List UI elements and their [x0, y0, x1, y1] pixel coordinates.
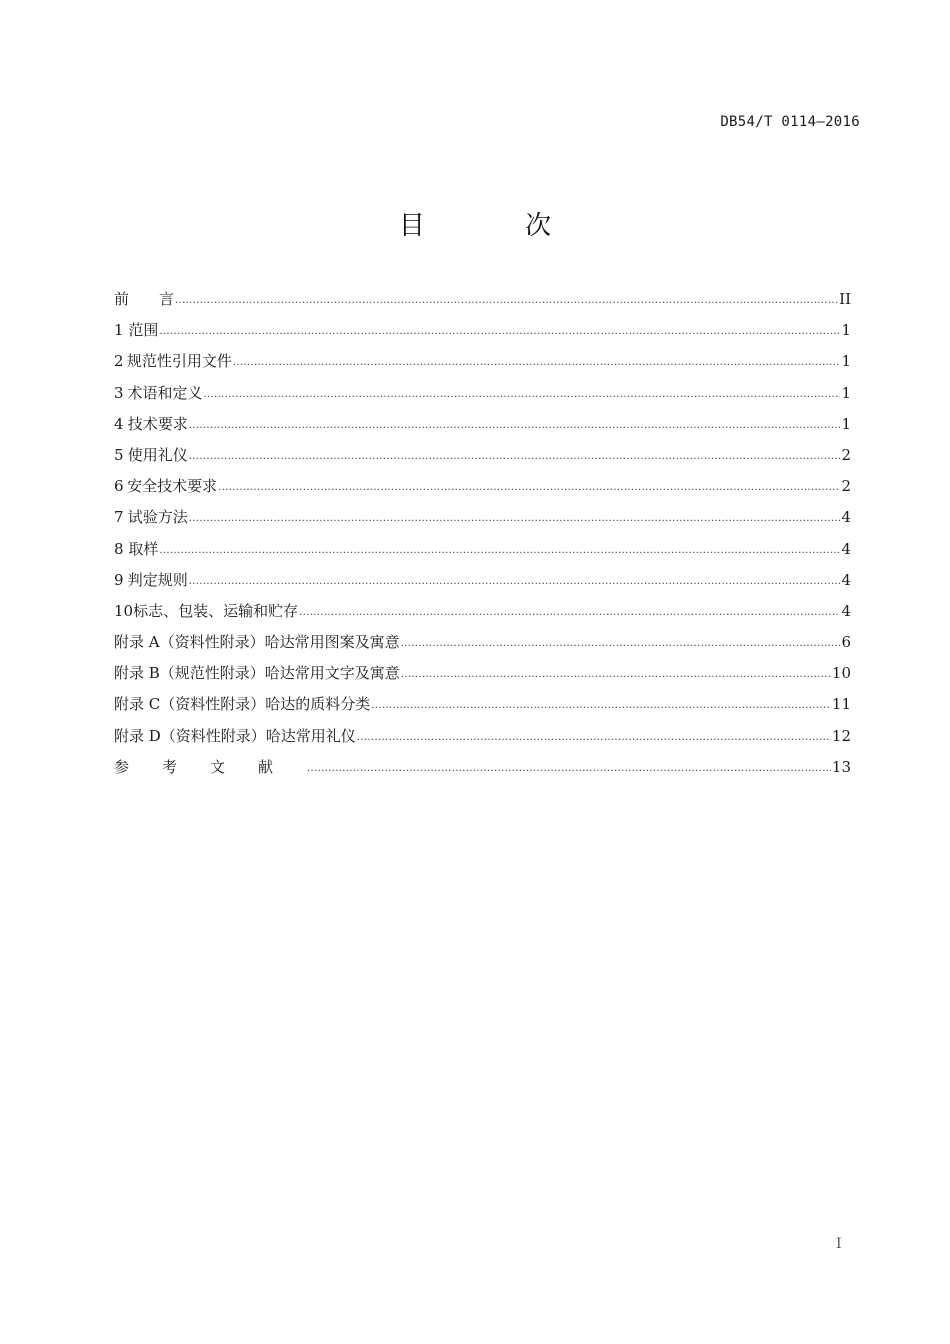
toc-page-number: II: [839, 290, 851, 308]
toc-page-number: 1: [841, 321, 851, 340]
toc-entry-4[interactable]: [114, 409, 851, 440]
toc-dot-leader: [401, 626, 841, 659]
toc-entry-text: 安全技术要求: [127, 477, 218, 496]
toc-page-number: 4: [841, 570, 851, 589]
toc-dot-leader: [159, 314, 840, 347]
toc-dot-leader: [371, 688, 831, 721]
toc-entry-text: 前 言: [114, 290, 175, 308]
toc-entry-number: 5: [114, 445, 124, 464]
toc-entry-text: 规范性引用文件: [126, 352, 232, 371]
toc-appendix-c[interactable]: [114, 689, 851, 720]
toc-appendix-b[interactable]: [114, 658, 851, 689]
toc-page-number: 2: [841, 445, 851, 464]
toc-dot-leader: [401, 657, 831, 690]
toc-page-number: 4: [841, 539, 851, 558]
toc-entry-text: 使用礼仪: [127, 445, 188, 464]
toc-entry-9[interactable]: [114, 565, 851, 596]
toc-entry-8[interactable]: [114, 534, 851, 565]
toc-entry-text: 术语和定义: [127, 383, 203, 402]
toc-entry-text: 判定规则: [127, 570, 188, 589]
toc-entry-text: 参考文献: [114, 757, 307, 776]
toc-entry-text: 标志、包装、运输和贮存: [133, 601, 299, 620]
toc-entry-number: 7: [114, 508, 124, 527]
toc-entry-text: 哈达常用图案及寓意: [264, 633, 400, 652]
toc-entry-10[interactable]: [114, 596, 851, 627]
toc-entry-number: 4: [114, 414, 124, 433]
toc-entry-text: 哈达常用礼仪: [265, 726, 356, 745]
toc-entry-text: 范围: [128, 321, 159, 340]
toc-page-number: 12: [831, 726, 851, 745]
toc-dot-leader: [218, 470, 840, 503]
toc-page-number: 1: [841, 352, 851, 371]
table-of-contents: [114, 284, 851, 783]
toc-page-number: 4: [841, 601, 851, 620]
toc-entry-5[interactable]: [114, 440, 851, 471]
toc-dot-leader: [189, 439, 841, 472]
toc-entry-text: 取样: [128, 539, 159, 558]
toc-page-number: 1: [841, 383, 851, 402]
toc-dot-leader: [357, 720, 831, 753]
toc-dot-leader: [307, 751, 831, 784]
page-number: I: [836, 1236, 842, 1252]
toc-entry-number: 8: [114, 539, 124, 558]
toc-entry-number: 2: [114, 352, 124, 371]
toc-appendix-label: 附录 C（资料性附录）: [114, 695, 266, 714]
toc-entry-number: 1: [114, 321, 124, 340]
toc-appendix-label: 附录 D（资料性附录）: [114, 726, 266, 745]
toc-appendix-label: 附录 B（规范性附录）: [114, 664, 265, 683]
toc-entry-number: 6: [114, 477, 124, 496]
toc-appendix-a[interactable]: [114, 627, 851, 658]
toc-page-number: 6: [841, 633, 851, 652]
toc-dot-leader: [175, 283, 838, 316]
toc-appendix-label: 附录 A（资料性附录）: [114, 633, 265, 652]
toc-entry-text: 哈达的质料分类: [265, 695, 371, 714]
toc-page-number: 4: [841, 508, 851, 527]
toc-entry-2[interactable]: [114, 346, 851, 377]
document-code: DB54/T 0114—2016: [720, 114, 860, 130]
toc-entry-foreword[interactable]: [114, 284, 851, 315]
toc-page-number: 10: [831, 664, 851, 683]
toc-dot-leader: [159, 533, 840, 566]
toc-entry-text: 哈达常用文字及寓意: [264, 664, 400, 683]
toc-page-number: 11: [831, 695, 851, 714]
toc-entry-number: 9: [114, 570, 124, 589]
toc-entry-7[interactable]: [114, 502, 851, 533]
toc-dot-leader: [233, 345, 841, 378]
toc-page-number: 13: [831, 757, 851, 776]
toc-dot-leader: [299, 595, 840, 628]
toc-entry-text: 技术要求: [127, 414, 188, 433]
toc-appendix-d[interactable]: [114, 721, 851, 752]
toc-entry-6[interactable]: [114, 471, 851, 502]
toc-page-number: 2: [841, 477, 851, 496]
toc-entry-number: 10: [114, 601, 134, 620]
toc-dot-leader: [203, 377, 840, 410]
toc-dot-leader: [189, 501, 841, 534]
toc-entry-references[interactable]: [114, 752, 851, 783]
toc-entry-number: 3: [114, 383, 124, 402]
toc-page-number: 1: [841, 414, 851, 433]
toc-entry-1[interactable]: [114, 315, 851, 346]
toc-dot-leader: [189, 408, 841, 441]
toc-title: 目 次: [398, 211, 598, 241]
toc-entry-text: 试验方法: [127, 508, 188, 527]
toc-dot-leader: [189, 564, 841, 597]
toc-entry-3[interactable]: [114, 378, 851, 409]
